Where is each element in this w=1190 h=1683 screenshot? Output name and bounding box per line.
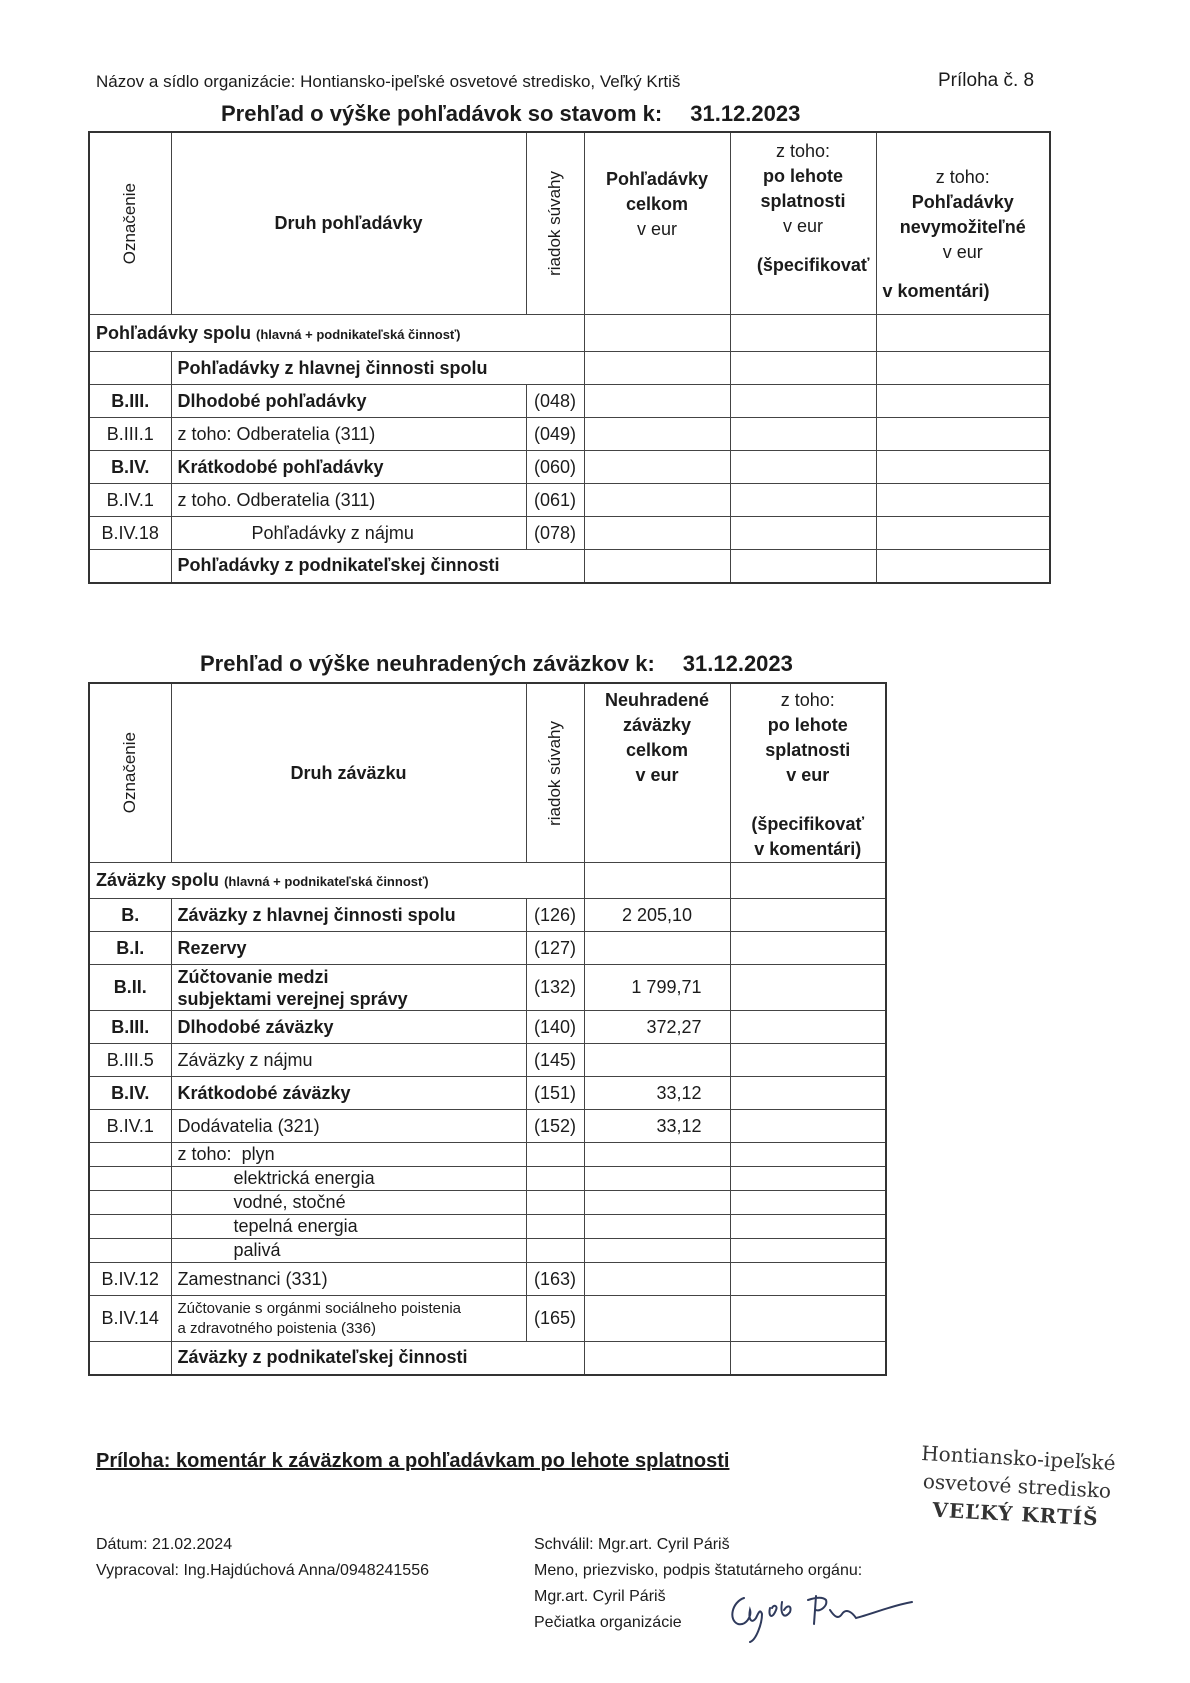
header-kind: Druh záväzku [171,683,526,863]
liabilities-table [88,682,887,1376]
header-uncollectible: z toho: Pohľadávky nevymožiteľné v eur v komentári) [876,132,1050,315]
liabilities-title [200,651,793,677]
table-row: B.IV.12 Zamestnanci (331) (163) [89,1263,886,1296]
receivables-title-text: Prehľad o výške pohľadávok so stavom k: [221,101,663,126]
receivables-main-row [89,352,1050,385]
liabilities-title-text: Prehľad o výške neuhradených záväzkov k: [200,651,655,676]
liabilities-business-row [89,1342,886,1375]
table-row: B.III.5 Záväzky z nájmu (145) [89,1044,886,1077]
receivables-sum-row [89,315,1050,352]
receivables-date: 31.12.2023 [690,101,801,126]
liabilities-date: 31.12.2023 [682,651,793,676]
table-row: B.II. Zúčtovanie medzi subjektami verejnej správy (132) 1 799,71 [89,965,886,1011]
receivables-main-label: Pohľadávky z hlavnej činnosti spolu [171,352,584,385]
header-row-number: riadok súvahy [526,132,584,315]
breakdown-row: z toho: plyn [89,1143,886,1167]
footer-prepared-by: Vypracoval: Ing.Hajdúchová Anna/0948241556 [96,1562,429,1579]
attachment-note: Príloha: komentár k záväzkom a pohľadávkam po lehote splatnosti [96,1450,730,1472]
handwritten-signature [722,1580,922,1650]
table-row: B.III. Dlhodobé pohľadávky (048) [89,385,1050,418]
table-row: B.IV.1 Dodávatelia (321) (152) 33,12 [89,1110,886,1143]
receivables-header-row [89,132,1050,315]
table-row: B.IV.1 z toho. Odberatelia (311) (061) [89,484,1050,517]
receivables-sum-label: Pohľadávky spolu (hlavná + podnikateľská činnosť) [89,315,584,352]
footer-date: Dátum: 21.02.2024 [96,1536,233,1553]
header-mark: Označenie [89,683,171,863]
footer-left [96,1532,429,1584]
liabilities-main-row: B. Záväzky z hlavnej činnosti spolu (126) 2 205,10 [89,899,886,932]
table-row: B.III. Dlhodobé záväzky (140) 372,27 [89,1011,886,1044]
liabilities-business-label: Záväzky z podnikateľskej činnosti [171,1342,584,1375]
header-total: Pohľadávky celkom v eur [584,132,730,315]
breakdown-row: tepelná energia [89,1215,886,1239]
receivables-business-row [89,550,1050,583]
footer-approved-by: Schválil: Mgr.art. Cyril Páriš [534,1536,730,1553]
header-row-number: riadok súvahy [526,683,584,863]
header-mark: Označenie [89,132,171,315]
header-total: Neuhradené záväzky celkom v eur [584,683,730,863]
header-kind: Druh pohľadávky [171,132,526,315]
header-overdue: z toho: po lehote splatnosti v eur (špecifikovať [730,132,876,315]
header-overdue: z toho: po lehote splatnosti v eur (špecifikovať v komentári) [730,683,886,863]
table-row: B.III.1 z toho: Odberatelia (311) (049) [89,418,1050,451]
table-row: B.IV.18 Pohľadávky z nájmu (078) [89,517,1050,550]
receivables-table [88,131,1051,584]
liabilities-sum-row [89,863,886,899]
table-row: B.IV. Krátkodobé pohľadávky (060) [89,451,1050,484]
receivables-business-label: Pohľadávky z podnikateľskej činnosti [171,550,584,583]
table-row: B.IV. Krátkodobé záväzky (151) 33,12 [89,1077,886,1110]
footer-stamp-label: Pečiatka organizácie [534,1614,682,1631]
footer-name-label: Meno, priezvisko, podpis štatutárneho orgánu: [534,1562,863,1579]
liabilities-sum-label: Záväzky spolu (hlavná + podnikateľská činnosť) [89,863,584,899]
breakdown-row: vodné, stočné [89,1191,886,1215]
footer-name: Mgr.art. Cyril Páriš [534,1588,666,1605]
receivables-title [221,101,800,127]
breakdown-row: palivá [89,1239,886,1263]
organization-stamp: Hontiansko-ipeľské osvetové stredisko VEĽKÝ KRTÍŠ [920,1440,1117,1531]
table-row: B.IV.14 Zúčtovanie s orgánmi sociálneho poistenia a zdravotného poistenia (336) (165) [89,1296,886,1342]
liabilities-header-row [89,683,886,863]
breakdown-row: elektrická energia [89,1167,886,1191]
organization-name: Názov a sídlo organizácie: Hontiansko-ipeľské osvetové stredisko, Veľký Krtiš [96,72,681,91]
table-row: B.I. Rezervy (127) [89,932,886,965]
annex-number: Príloha č. 8 [938,70,1035,91]
